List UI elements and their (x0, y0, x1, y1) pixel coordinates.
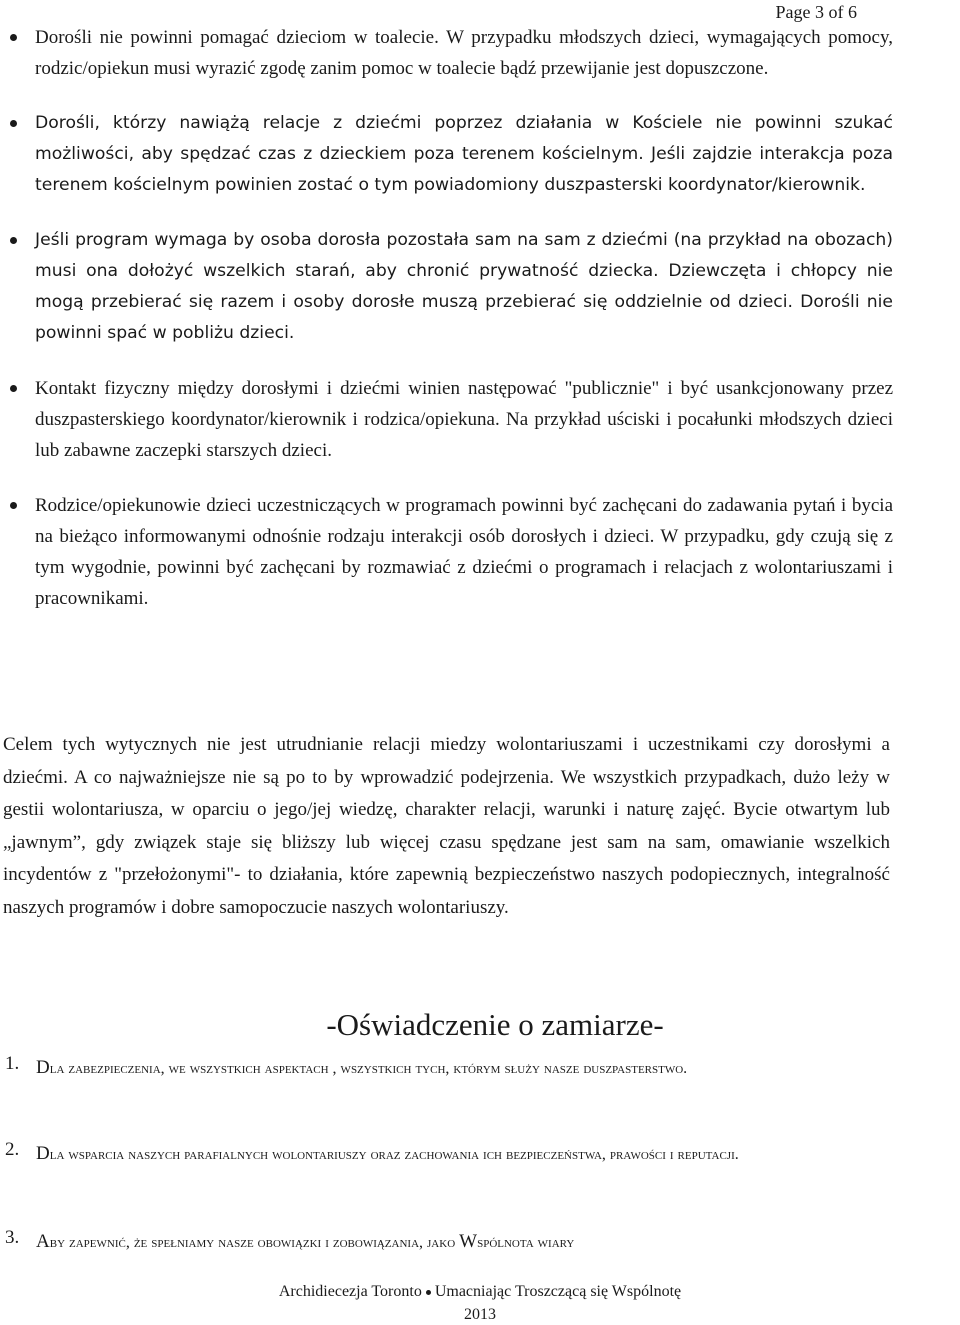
section-heading: -Oświadczenie o zamiarze- (326, 1007, 664, 1042)
footer-year: 2013 (464, 1306, 496, 1323)
list-item-text: Kontakt fizyczny między dorosłymi i dziećmi winien następować "publicznie" i być usankcjonowany przez duszpasterskiego koordynator/kierownik i rodzica/opiekuna. Na przykład uściski i pocałunki młodszych dzieci lub zabawne zaczepki starszych dzieci. (35, 378, 893, 461)
footer (0, 1283, 960, 1301)
bullet-icon (10, 237, 17, 244)
item-number: 1. (5, 1053, 20, 1074)
bullet-icon (10, 385, 17, 392)
guideline-list (0, 22, 960, 638)
list-item (0, 490, 893, 614)
bullet-icon (10, 502, 17, 509)
list-item (0, 108, 893, 201)
item-text: Dla zabezpieczenia, we wszystkich aspektach , wszystkich tych, którym służy nasze duszpasterstwo. (36, 1057, 688, 1078)
list-item-text: Dorośli nie powinni pomagać dzieciom w toalecie. W przypadku młodszych dzieci, wymagających pomocy, rodzic/opiekun musi wyrazić zgodę zanim pomoc w toalecie bądź przewijanie jest dopuszczone. (35, 27, 893, 79)
list-item (0, 373, 893, 466)
footer-organization: Archidiecezja Toronto (278, 1283, 422, 1300)
list-item-text: Rodzice/opiekunowie dzieci uczestniczących w programach powinni być zachęcani do zadawania pytań i bycia na bieżąco informowanymi odnośnie rodzaju interakcji osób dorosłych i dzieci. W przypadku, gdy czują się z tym wygodnie, powinni być zachęcani by rozmawiać z dziećmi o programach i relacjach z wolontariuszami i pracownikami. (35, 495, 893, 609)
item-number: 2. (5, 1139, 20, 1160)
numbered-item (5, 1053, 957, 1084)
list-item (0, 225, 893, 349)
list-item (0, 22, 893, 84)
list-item-text: Jeśli program wymaga by osoba dorosła pozostała sam na sam z dziećmi (na przykład na obozach) musi ona dołożyć wszelkich starań, aby chronić prywatność dziecka. Dziewczęta i chłopcy nie mogą przebierać się razem i osoby dorosłe muszą przebierać się oddzielnie od dzieci. Dorośli nie powinni spać w pobliżu dzieci. (35, 230, 893, 343)
page-number: Page 3 of 6 (775, 2, 857, 22)
separator-dot-icon (426, 1290, 431, 1295)
list-item-text: Dorośli, którzy nawiążą relacje z dziećmi poprzez działania w Kościele nie powinni szukać możliwości, aby spędzać czas z dzieckiem poza terenem kościelnym. Jeśli zajdzie interakcja poza terenem kościelnym powinien zostać o tym powiadomiony duszpasterski koordynator/kierownik. (35, 113, 893, 195)
footer-motto: Umacniając Troszczącą się Wspólnotę (434, 1283, 682, 1300)
numbered-item (5, 1227, 957, 1258)
numbered-item (5, 1139, 957, 1170)
item-text: Dla wsparcia naszych parafialnych wolontariuszy oraz zachowania ich bezpieczeństwa, prawości i reputacji. (36, 1143, 739, 1164)
bullet-icon (10, 120, 17, 127)
item-text: Aby zapewnić, że spełniamy nasze obowiązki i zobowiązania, jako Wspólnota wiary (36, 1231, 575, 1252)
item-number: 3. (5, 1227, 20, 1248)
bullet-icon (10, 34, 17, 41)
summary-paragraph: Celem tych wytycznych nie jest utrudnianie relacji miedzy wolontariuszami i uczestnikami czy dorosłymi a dziećmi. A co najważniejsze nie są po to by wprowadzić podejrzenia. We wszystkich przypadkach, dużo leży w gestii wolontariusza, w oparciu o jego/jej wiedzę, charakter relacji, warunki i naturę zajęć. Bycie otwartym lub „jawnym”, gdy związek staje się bliższy lub więcej czasu spędzane jest sam na sam, omawianie wszelkich incydentów z "przełożonymi"- to działania, które zapewnią bezpieczeństwo naszych podopiecznych, integralność naszych programów i dobre samopoczucie naszych wolontariuszy. (3, 734, 890, 918)
